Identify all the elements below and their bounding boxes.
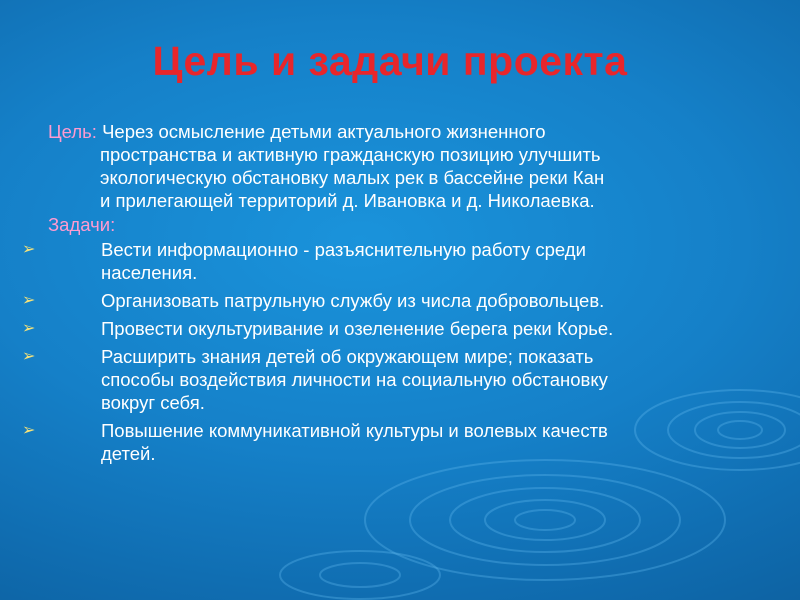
goal-text-line: экологическую обстановку малых рек в бассейне реки Кан (100, 167, 605, 188)
task-text-line: вокруг себя. (101, 392, 205, 413)
goal-text-line: и прилегающей территорий д. Ивановка и д. Николаевка. (100, 190, 595, 211)
task-item (0, 419, 800, 465)
goal-text-line: Через осмысление детьми актуального жизненного (102, 121, 546, 142)
task-text-line: Расширить знания детей об окружающем мире; показать (101, 346, 594, 367)
arrow-bullet-icon: ➢ (22, 292, 36, 309)
task-item (0, 238, 800, 284)
task-item (0, 345, 800, 414)
task-text-line: способы воздействия личности на социальную обстановку (101, 369, 608, 390)
task-text-line: Вести информационно - разъяснительную работу среди (101, 239, 586, 260)
goal-section (48, 120, 768, 212)
task-text-line: детей. (101, 443, 156, 464)
task-text-line: Провести окультуривание и озеленение берега реки Корье. (101, 318, 614, 339)
task-text-line: Организовать патрульную службу из числа добровольцев. (101, 290, 605, 311)
task-item (0, 289, 800, 312)
tasks-list (0, 238, 800, 470)
arrow-bullet-icon: ➢ (22, 241, 36, 258)
task-text-line: Повышение коммуникативной культуры и волевых качеств (101, 420, 608, 441)
goal-text-line: пространства и активную гражданскую позицию улучшить (100, 144, 601, 165)
goal-label: Цель: (48, 121, 97, 142)
arrow-bullet-icon: ➢ (22, 320, 36, 337)
tasks-label: Задачи: (48, 214, 116, 235)
slide-title: Цель и задачи проекта (152, 38, 628, 84)
task-text-line: населения. (101, 262, 198, 283)
goal-line (48, 120, 768, 143)
arrow-bullet-icon: ➢ (22, 422, 36, 439)
arrow-bullet-icon: ➢ (22, 348, 36, 365)
task-item (0, 317, 800, 340)
